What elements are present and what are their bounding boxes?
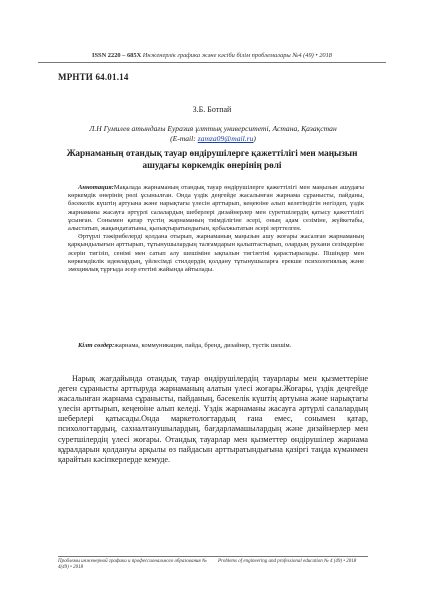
abstract <box>68 184 364 274</box>
abstract-label: Аннотация: <box>78 184 114 191</box>
abstract-text-1: Мақалада жарнаманың отандық тауар өндірушілерге қажеттілігі мен маңызын ашудағы көркемдік өнерінің рөлі ұсынылған. Онда үздік деңгейде жасалынған жарнама сұранысты, пайданы, бәсекелік күштің артуына және нарықтағы үлесін арттырып, кеңеюіне алып келетіндігін негіздеп, үздік жарнаманы жасауға әртүрлі салалардың шеберлері дизайнерлер мен суретшілердің қатысу қажеттілігі ұсынған. Сонымен қатар түстің жарнаманың тиімділігіне әсері, оның адам сезіміне, жүйкетабы, алыстатып, жақындататыны, қызықтыратындығын, қобалжытатын әсері зерттелген. <box>68 184 364 233</box>
author-name: З.Б. Ботпай <box>192 105 232 114</box>
keywords-label: Кілт сөздер: <box>78 342 115 349</box>
body-text <box>58 374 368 465</box>
footer-left: Проблемы инженерной графики и профессионального образования № 4(49) • 2018 <box>58 559 207 571</box>
email-line <box>58 134 368 144</box>
abstract-paragraph: Әртүрлі тәжірибелерді қолдана отырып, жарнаманың маңызын ашу жоғары жасалған жарнаманың қарқындылығын арттырып, тұтынушылардың талғамдарын қалыптастырып, олардың рухани сезімдеріне әсерін тигізіп, сенімі мен сатып алу шешіміне ықпалын тигізетіні қарастырылады. Пішіндер мен көркемдіклік идеялардың, үйлесімді стилдердің қолдану тұтынушыларға ерекше психологиялық және эмоциялық тұрғыда әсер ететіні жайында айтылады. <box>68 233 364 274</box>
abstract-paragraph <box>68 184 364 233</box>
email-link[interactable]: zamza09@mail.ru <box>197 134 254 143</box>
email-prefix: (E-mail: <box>170 134 198 143</box>
running-header <box>38 52 386 59</box>
footer-rule <box>58 556 368 557</box>
footer-right: Problems of engineering and professional education № 4 (49) • 2018 <box>218 559 357 564</box>
keywords-text: жарнама, коммуникация, пайда, бренд, дизайнер, түстік шешім. <box>114 342 292 349</box>
running-footer <box>58 559 368 571</box>
affiliation-line: Л.Н Гумилев атындағы Еуразия ұлттық университеті, Астана, Қазақстан <box>89 124 337 133</box>
email-suffix: ) <box>253 134 256 143</box>
keywords <box>68 342 364 350</box>
body-paragraph: Нарық жағдайында отандық тауар өндірушілердің тауарлары мен қызметтеріне деген сұранысты арттыруда жарнаманың алатын үлесі жоғары.Жоғары, үздік деңгейде жасалынған жарнама сұранысты, пайданың, бәсекелік күштің артуына және нарықтағы үлесін арттырып, кеңеюіне алып келеді. Үздік жарнаманы жасауға әртүрлі салалардың шеберлері қатысады.Онда маркетологтардың ғана емес, сонымен қатар, психологтардың, сахналтанушылардың, бағдарламашылардың және дизайнерлер мен суретшілердің үлесі жоғары. Отандық тауарлар мен қызметтер өндірушілер жарнама құралдарын қолдануы арқылы өз пайдасын арттыратындығына қазіргі таңда күмәнмен қарайтын кәсіпкерлерде кемуде. <box>58 374 368 464</box>
mrnti-code: МРНТИ 64.01.14 <box>58 72 129 82</box>
header-rule <box>38 62 386 63</box>
journal-name: Инженерлік графика және кәсіби білім проблемалары №4 (49) • 2018 <box>142 52 332 59</box>
issn-label: ISSN 2220 – 685X <box>92 52 142 59</box>
author-affiliation <box>58 124 368 144</box>
article-title: Жарнаманың отандық тауар өндірушілерге қажеттілігі мен маңызын ашудағы көркемдік өнерінің рөлі <box>66 148 358 170</box>
